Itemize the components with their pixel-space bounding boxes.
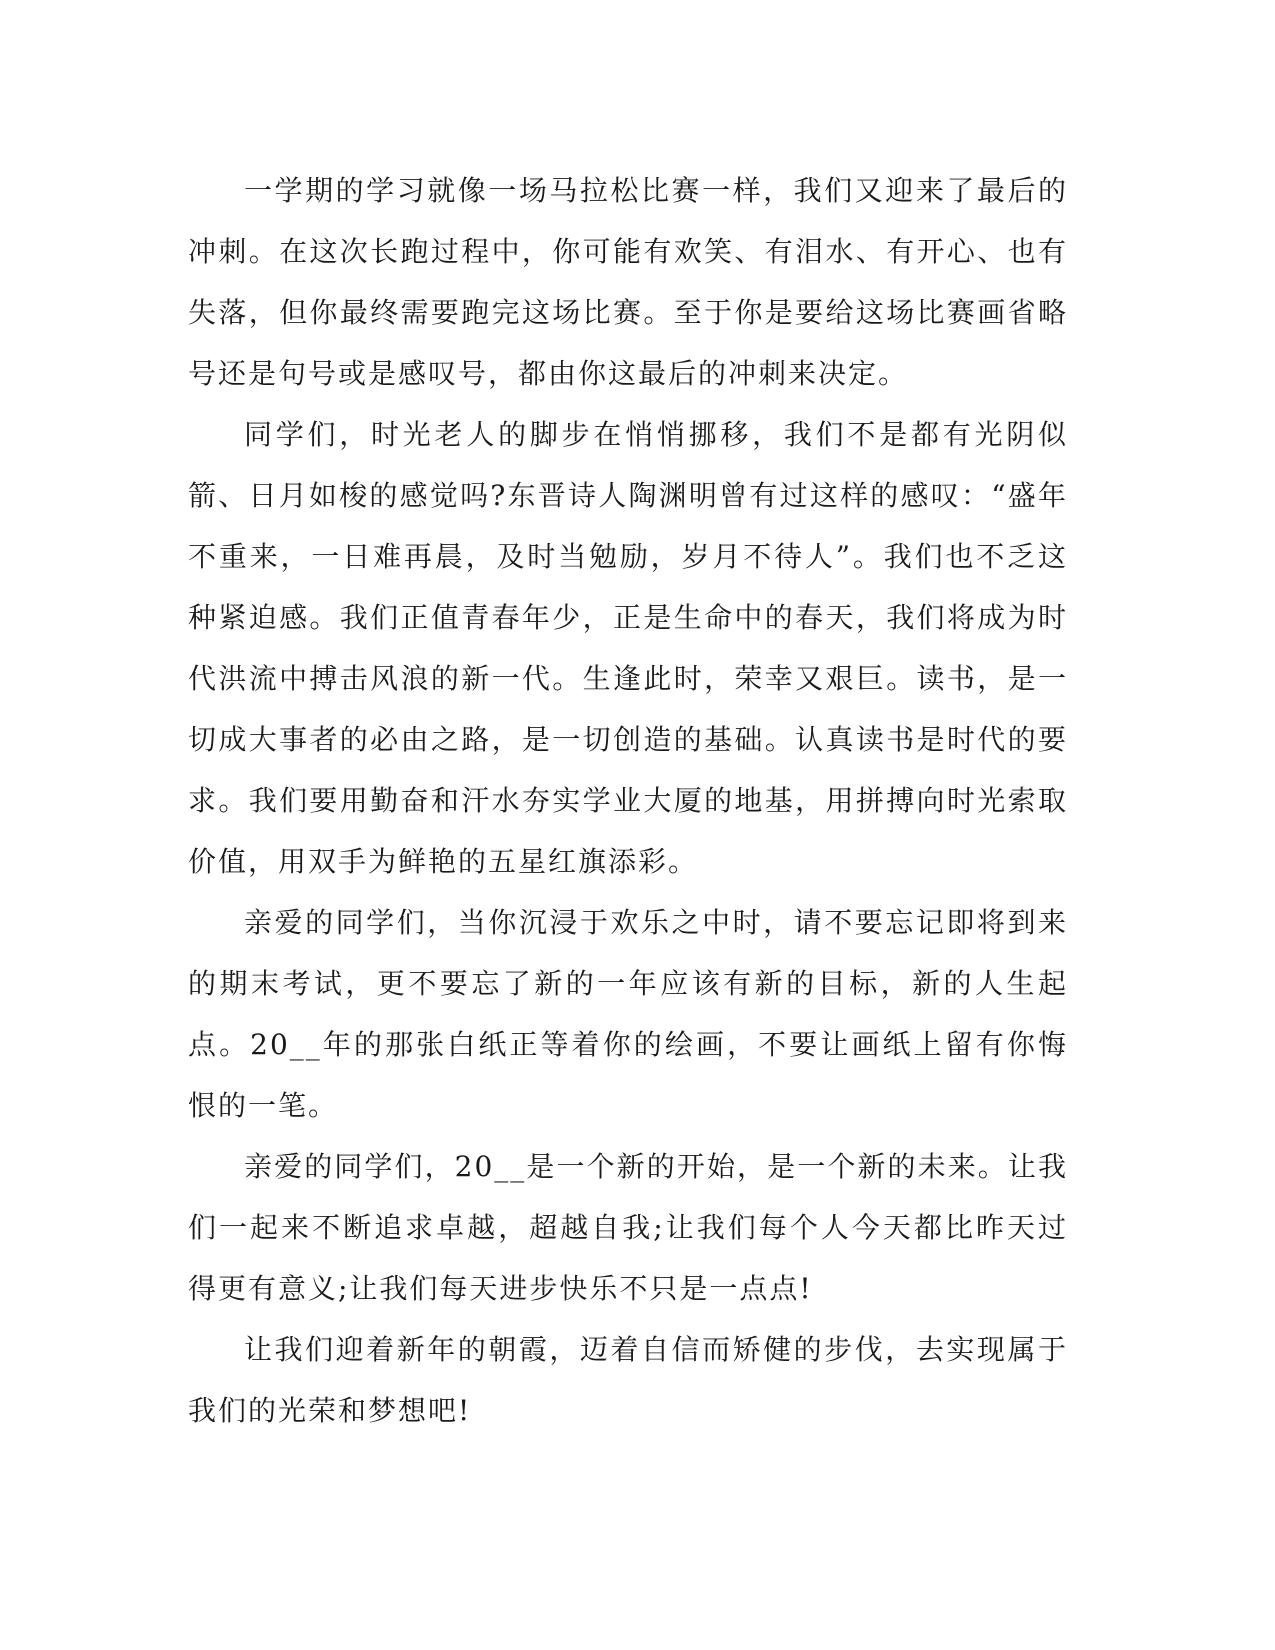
paragraph-5: 让我们迎着新年的朝霞，迈着自信而矫健的步伐，去实现属于我们的光荣和梦想吧! [188, 1333, 1068, 1427]
paragraph-2: 同学们，时光老人的脚步在悄悄挪移，我们不是都有光阴似箭、日月如梭的感觉吗?东晋诗人陶渊明曾有过这样的感叹：“盛年不重来，一日难再晨，及时当勉励，岁月不待人”。我们也不乏这种紧迫感。我们正值青春年少，正是生命中的春天，我们将成为时代洪流中搏击风浪的新一代。生逢此时，荣幸又艰巨。读书，是一切成大事者的必由之路，是一切创造的基础。认真读书是时代的要求。我们要用勤奋和汗水夯实学业大厦的地基，用拼搏向时光索取价值，用双手为鲜艳的五星红旗添彩。 [188, 418, 1068, 878]
paragraph-1: 一学期的学习就像一场马拉松比赛一样，我们又迎来了最后的冲刺。在这次长跑过程中，你可能有欢笑、有泪水、有开心、也有失落，但你最终需要跑完这场比赛。至于你是要给这场比赛画省略号还是句号或是感叹号，都由你这最后的冲刺来决定。 [188, 174, 1068, 390]
document-body [188, 160, 1068, 1441]
paragraph-4: 亲爱的同学们，20__是一个新的开始，是一个新的未来。让我们一起来不断追求卓越，超越自我;让我们每个人今天都比昨天过得更有意义;让我们每天进步快乐不只是一点点! [188, 1150, 1068, 1305]
paragraph-3: 亲爱的同学们，当你沉浸于欢乐之中时，请不要忘记即将到来的期末考试，更不要忘了新的一年应该有新的目标，新的人生起点。20__年的那张白纸正等着你的绘画，不要让画纸上留有你悔恨的一笔。 [188, 906, 1068, 1122]
